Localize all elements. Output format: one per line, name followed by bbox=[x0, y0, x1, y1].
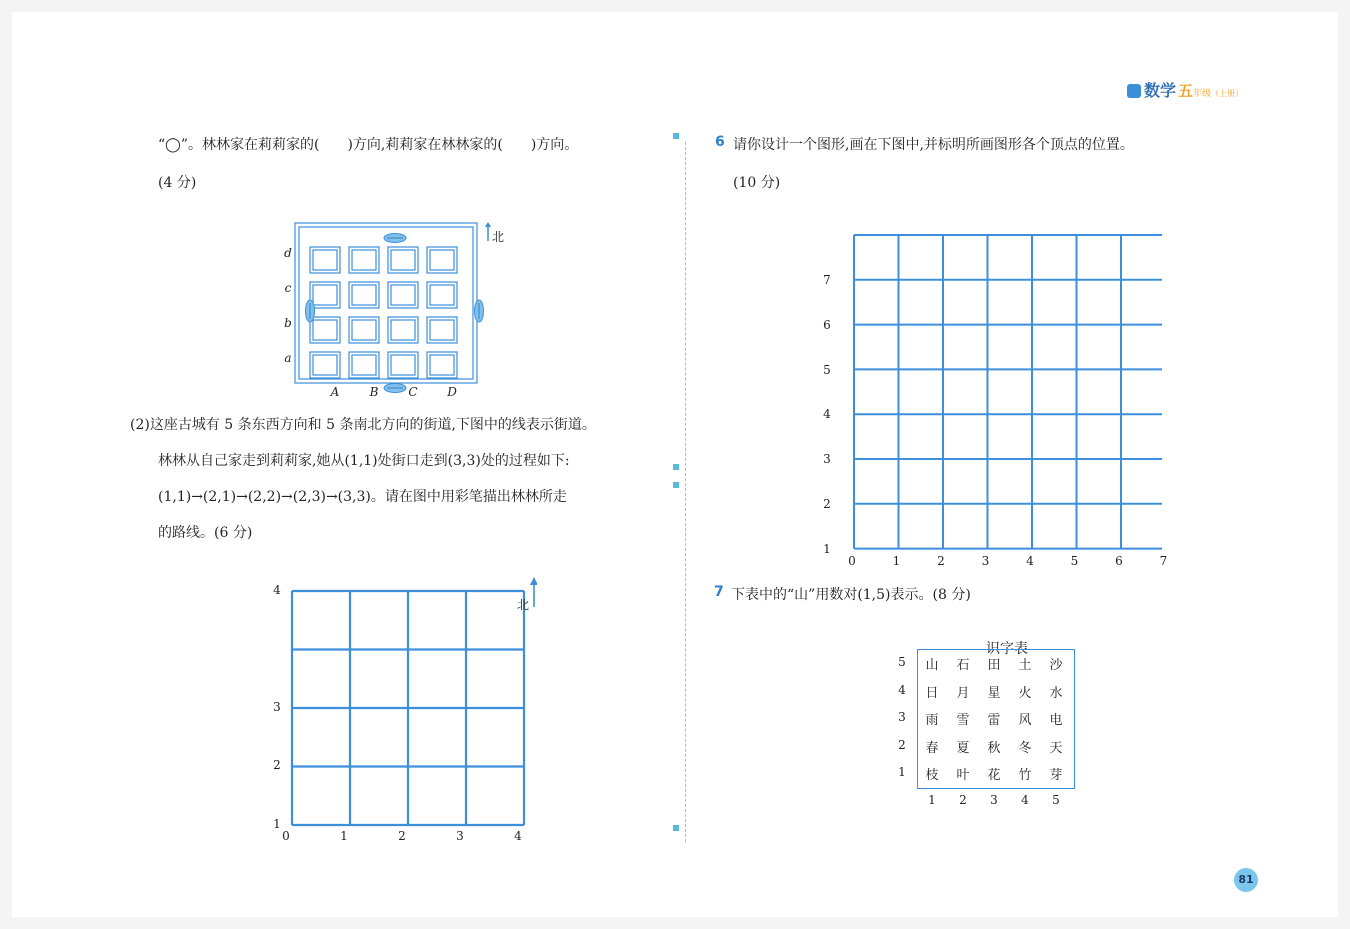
divider-mark bbox=[673, 482, 679, 488]
grid-x-label: 4 bbox=[514, 829, 522, 843]
table-cell-char: 火 bbox=[1018, 685, 1032, 701]
table-cell-char: 水 bbox=[1049, 685, 1063, 701]
table-cell-char: 月 bbox=[956, 685, 970, 701]
divider-mark bbox=[673, 464, 679, 470]
table-cell-char: 山 bbox=[925, 658, 939, 673]
page-number: 81 bbox=[1234, 868, 1258, 892]
city-block bbox=[310, 282, 340, 308]
divider-mark bbox=[673, 133, 679, 139]
table-cell-char: 叶 bbox=[956, 768, 970, 783]
city-block bbox=[427, 282, 457, 308]
map1-col-label: A bbox=[330, 385, 340, 399]
char-table-title: 识字表 bbox=[986, 641, 1028, 657]
grid-y-label: 2 bbox=[273, 758, 281, 772]
city-block bbox=[388, 352, 418, 378]
table-cell-char: 风 bbox=[1018, 713, 1032, 728]
city-block bbox=[427, 352, 457, 378]
q2-text-line4: 的路线。(6 分) bbox=[158, 525, 253, 541]
table-cell-char: 芽 bbox=[1049, 768, 1063, 783]
table-cell-char: 田 bbox=[987, 658, 1001, 673]
q1-continued-text: “◯”。林林家在莉莉家的( )方向,莉莉家在林林家的( )方向。 bbox=[158, 137, 579, 153]
map1-row-label: d bbox=[284, 246, 292, 260]
map1-row-label: c bbox=[284, 281, 292, 295]
table-cell-char: 竹 bbox=[1018, 768, 1032, 783]
q6-text: 请你设计一个图形,画在下图中,并标明所画图形各个顶点的位置。 bbox=[733, 137, 1134, 153]
map1-row-label: b bbox=[284, 316, 292, 330]
city-block bbox=[310, 317, 340, 343]
q1-score: (4 分) bbox=[158, 175, 197, 191]
grid-x-label: 7 bbox=[1159, 554, 1168, 568]
table-cell-char: 电 bbox=[1049, 713, 1063, 728]
table-row-label: 2 bbox=[898, 737, 906, 752]
q7-text: 下表中的“山”用数对(1,5)表示。(8 分) bbox=[731, 587, 971, 603]
q2-text-line1: (2)这座古城有 5 条东西方向和 5 条南北方向的街道,下图中的线表示街道。 bbox=[130, 417, 596, 433]
city-block bbox=[388, 317, 418, 343]
grid-y-label: 1 bbox=[273, 816, 281, 831]
table-row-label: 5 bbox=[898, 655, 906, 669]
table-cell-char: 雨 bbox=[925, 713, 939, 728]
grid-x-label: 2 bbox=[937, 554, 945, 568]
design-grid[interactable] bbox=[822, 217, 1162, 562]
table-cell-char: 雷 bbox=[987, 713, 1001, 728]
grid-y-label: 6 bbox=[823, 317, 831, 332]
city-block bbox=[349, 317, 379, 343]
table-cell-char: 冬 bbox=[1018, 740, 1032, 756]
grid-x-label: 0 bbox=[848, 554, 856, 568]
brand-grade-unit: 年级 bbox=[1193, 89, 1212, 99]
table-cell-char: 星 bbox=[987, 685, 1001, 701]
grid-y-label: 3 bbox=[823, 452, 831, 467]
table-row-label: 3 bbox=[898, 710, 906, 724]
divider-mark bbox=[673, 825, 679, 831]
brand-title: 数学 bbox=[1144, 81, 1177, 100]
brand-volume: （上册） bbox=[1211, 89, 1244, 98]
table-row-label: 4 bbox=[898, 682, 906, 697]
grid-y-label: 4 bbox=[273, 583, 281, 597]
grid-y-label: 4 bbox=[823, 407, 831, 422]
city-block bbox=[388, 247, 418, 273]
grid-y-label: 3 bbox=[273, 699, 281, 714]
q2-text-line2: 林林从自己家走到莉莉家,她从(1,1)处街口走到(3,3)处的过程如下: bbox=[158, 453, 570, 469]
q6-number: 6 bbox=[715, 134, 725, 150]
grid-y-label: 1 bbox=[823, 541, 831, 556]
grid-x-label: 1 bbox=[340, 829, 348, 843]
street-grid[interactable] bbox=[267, 567, 537, 837]
map1-col-label: B bbox=[369, 385, 379, 399]
city-block bbox=[349, 247, 379, 273]
map1-col-label: D bbox=[447, 385, 457, 399]
grid-y-label: 2 bbox=[823, 497, 831, 511]
table-col-label: 5 bbox=[1052, 793, 1060, 807]
q7-number: 7 bbox=[714, 584, 724, 600]
q2-text-line3: (1,1)→(2,1)→(2,2)→(2,3)→(3,3)。请在图中用彩笔描出林林所走 bbox=[158, 489, 567, 505]
map1-row-label: a bbox=[284, 351, 292, 365]
grid-x-label: 4 bbox=[1026, 554, 1034, 568]
table-col-label: 4 bbox=[1021, 793, 1029, 807]
city-block bbox=[427, 247, 457, 273]
grid-x-label: 5 bbox=[1070, 554, 1079, 568]
map1-col-label: C bbox=[408, 385, 418, 399]
table-cell-char: 石 bbox=[956, 658, 970, 673]
table-col-label: 3 bbox=[990, 793, 998, 807]
city-gate-icon bbox=[384, 384, 406, 393]
city-gate-icon bbox=[384, 234, 406, 243]
table-col-label: 1 bbox=[928, 793, 936, 807]
q6-score: (10 分) bbox=[733, 175, 781, 191]
table-cell-char: 秋 bbox=[987, 740, 1001, 756]
table-row-label: 1 bbox=[898, 765, 906, 779]
city-gate-icon bbox=[306, 300, 315, 322]
city-block bbox=[427, 317, 457, 343]
table-cell-char: 春 bbox=[925, 740, 939, 756]
table-cell-char: 花 bbox=[987, 768, 1001, 783]
workbook-page bbox=[12, 12, 1338, 917]
grid-x-label: 3 bbox=[456, 829, 464, 843]
table-cell-char: 天 bbox=[1049, 740, 1063, 756]
city-block bbox=[310, 352, 340, 378]
brand-grade: 五 bbox=[1178, 82, 1194, 100]
table-cell-char: 土 bbox=[1018, 658, 1032, 673]
grid-x-label: 3 bbox=[981, 554, 990, 568]
grid-north-label: 北 bbox=[516, 598, 529, 612]
grid-x-label: 1 bbox=[892, 554, 901, 568]
table-cell-char: 日 bbox=[925, 685, 939, 701]
city-block bbox=[349, 282, 379, 308]
grid-y-label: 5 bbox=[823, 362, 831, 377]
north-arrow-head-icon bbox=[530, 577, 537, 585]
grid-y-label: 7 bbox=[823, 273, 831, 287]
city-block bbox=[310, 247, 340, 273]
map1-north-label: 北 bbox=[491, 230, 504, 244]
table-col-label: 2 bbox=[959, 793, 967, 807]
header-brand bbox=[1127, 78, 1243, 101]
table-cell-char: 夏 bbox=[956, 740, 970, 756]
city-gate-icon bbox=[475, 300, 484, 322]
ancient-city-map bbox=[282, 217, 522, 402]
table-cell-char: 雪 bbox=[956, 713, 970, 728]
table-cell-char: 枝 bbox=[925, 768, 939, 783]
grid-x-label: 6 bbox=[1115, 554, 1123, 568]
grid-x-label: 0 bbox=[282, 829, 290, 843]
city-block bbox=[388, 282, 418, 308]
grid-x-label: 2 bbox=[398, 829, 406, 843]
city-block bbox=[349, 352, 379, 378]
column-divider bbox=[685, 142, 686, 842]
table-cell-char: 沙 bbox=[1049, 658, 1063, 673]
dice-logo-icon bbox=[1127, 84, 1141, 98]
